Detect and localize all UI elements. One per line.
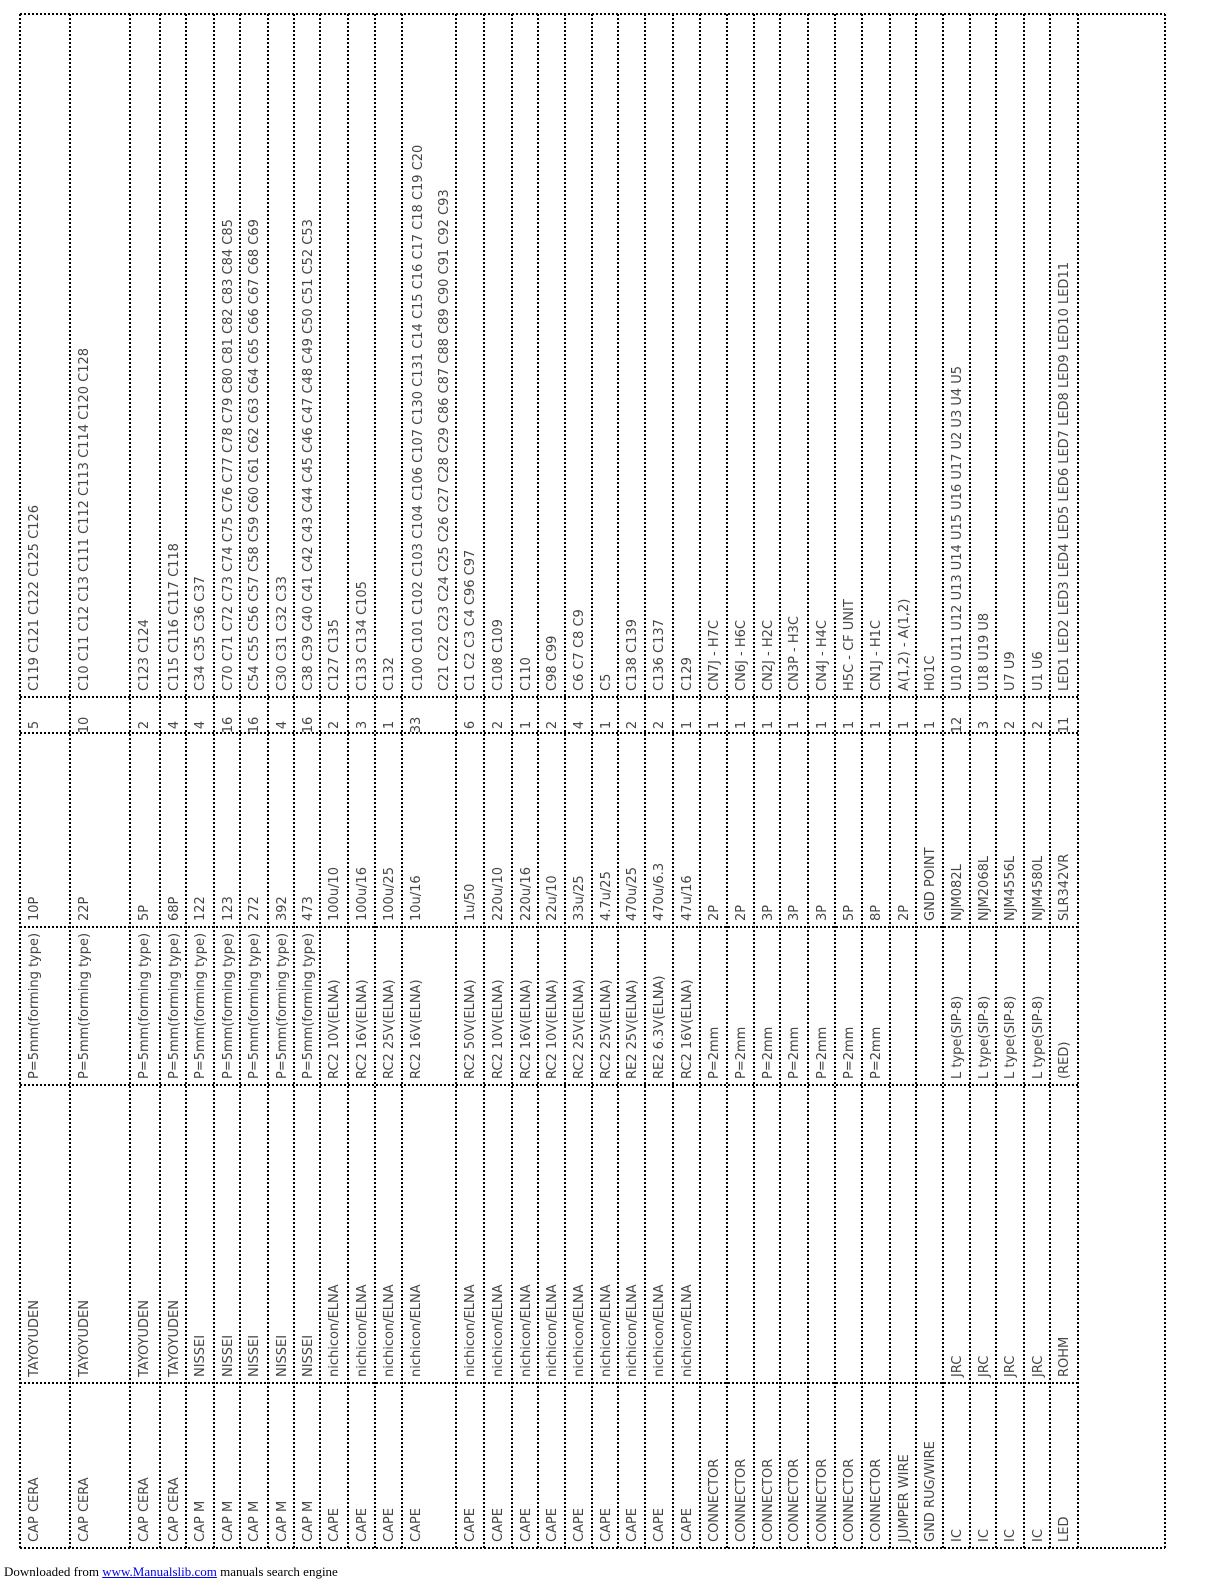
table-row bbox=[327, 619, 342, 1542]
cell-maker: nichicon/ELNA bbox=[355, 1284, 370, 1377]
table-row bbox=[652, 619, 667, 1542]
cell-spec: P=5mm(forming type) bbox=[275, 932, 290, 1079]
cell-maker: nichicon/ELNA bbox=[625, 1284, 640, 1377]
table-row bbox=[842, 599, 857, 1542]
cell-value: 33u/25 bbox=[572, 875, 587, 921]
table-row bbox=[355, 581, 370, 1542]
cell-part: CONNECTOR bbox=[761, 1458, 776, 1542]
cell-maker: nichicon/ELNA bbox=[463, 1284, 478, 1377]
table-row bbox=[761, 620, 776, 1542]
cell-refs: C38 C39 C40 C41 C42 C43 C44 C45 C46 C47 C48 C49 C50 C51 C52 C53 bbox=[301, 219, 316, 691]
cell-part: CAPE bbox=[599, 1507, 614, 1542]
cell-qty: 2 bbox=[137, 720, 152, 730]
cell-spec: P=5mm(forming type) bbox=[301, 932, 316, 1079]
cell-qty: 2 bbox=[625, 720, 640, 730]
table-row bbox=[409, 145, 452, 1542]
cell-value: 220u/16 bbox=[519, 867, 534, 921]
cell-part: CAP CERA bbox=[167, 1477, 182, 1542]
cell-part: CAP M bbox=[275, 1500, 290, 1542]
cell-maker: nichicon/ELNA bbox=[680, 1284, 695, 1377]
cell-qty: 3 bbox=[977, 720, 992, 730]
cell-refs: C100 C101 C102 C103 C104 C106 C107 C130 C131 C14 C15 C16 C17 C18 C19 C20 bbox=[411, 144, 426, 691]
table-row bbox=[787, 616, 802, 1542]
cell-spec: RC2 16V(ELNA) bbox=[409, 979, 424, 1079]
cell-value: 100u/16 bbox=[355, 867, 370, 921]
download-footer bbox=[4, 1564, 338, 1580]
cell-maker: TAYOYUDEN bbox=[167, 1300, 182, 1377]
cell-maker: nichicon/ELNA bbox=[545, 1284, 560, 1377]
cell-spec: L type(SIP-8) bbox=[950, 995, 965, 1079]
cell-maker: nichicon/ELNA bbox=[327, 1284, 342, 1377]
cell-refs: C127 C135 bbox=[327, 619, 342, 691]
cell-value: 4.7u/25 bbox=[599, 871, 614, 921]
cell-spec: (RED) bbox=[1057, 1041, 1072, 1079]
cell-refs: C1 C2 C3 C4 C96 C97 bbox=[463, 549, 478, 691]
cell-refs: C115 C116 C117 C118 bbox=[167, 543, 182, 691]
cell-part: LED bbox=[1057, 1516, 1072, 1542]
footer-suffix: manuals search engine bbox=[216, 1564, 338, 1579]
table-row bbox=[167, 543, 182, 1542]
cell-value: SLR342VR bbox=[1057, 853, 1072, 921]
cell-qty: 4 bbox=[572, 720, 587, 730]
cell-maker: NISSEI bbox=[275, 1334, 290, 1377]
cell-part: IC bbox=[977, 1529, 992, 1542]
cell-maker: JRC bbox=[1031, 1355, 1046, 1377]
table-row bbox=[977, 613, 992, 1542]
cell-value: 68P bbox=[167, 896, 182, 921]
cell-qty: 1 bbox=[519, 720, 534, 730]
cell-spec: RC2 25V(ELNA) bbox=[572, 979, 587, 1079]
cell-maker: ROHM bbox=[1057, 1336, 1072, 1377]
cell-value: 5P bbox=[842, 904, 857, 921]
cell-refs: C136 C137 bbox=[652, 619, 667, 691]
table-row bbox=[301, 219, 316, 1542]
cell-value: 272 bbox=[247, 896, 262, 921]
cell-spec: P=5mm(forming type) bbox=[247, 932, 262, 1079]
footer-prefix: Downloaded from bbox=[4, 1564, 103, 1579]
cell-value: 2P bbox=[897, 904, 912, 921]
cell-value: 8P bbox=[869, 904, 884, 921]
cell-value: 220u/10 bbox=[491, 867, 506, 921]
cell-spec: L type(SIP-8) bbox=[977, 995, 992, 1079]
cell-part: CAP CERA bbox=[77, 1477, 92, 1542]
cell-maker: JRC bbox=[950, 1355, 965, 1377]
cell-value: 100u/25 bbox=[382, 867, 397, 921]
cell-maker: TAYOYUDEN bbox=[137, 1300, 152, 1377]
cell-refs: A(1,2) - A(1,2) bbox=[897, 598, 912, 691]
cell-spec: RC2 10V(ELNA) bbox=[491, 979, 506, 1079]
cell-spec: P=5mm(forming type) bbox=[193, 932, 208, 1079]
cell-refs: C54 C55 C56 C57 C58 C59 C60 C61 C62 C63 C64 C65 C66 C67 C68 C69 bbox=[247, 219, 262, 691]
table-row bbox=[815, 620, 830, 1542]
cell-refs: CN1J - H1C bbox=[869, 620, 884, 691]
cell-part: CAP CERA bbox=[27, 1477, 42, 1542]
cell-qty: 3 bbox=[355, 720, 370, 730]
cell-refs: C108 C109 bbox=[491, 619, 506, 691]
cell-value: 10P bbox=[27, 896, 42, 921]
table-row bbox=[923, 656, 938, 1542]
cell-qty: 2 bbox=[1031, 720, 1046, 730]
cell-maker: NISSEI bbox=[193, 1334, 208, 1377]
cell-refs: U1 U6 bbox=[1031, 651, 1046, 691]
cell-spec: RC2 50V(ELNA) bbox=[463, 979, 478, 1079]
cell-value: 123 bbox=[221, 896, 236, 921]
cell-part: CAP M bbox=[247, 1500, 262, 1542]
cell-refs: C98 C99 bbox=[545, 635, 560, 691]
cell-spec: P=2mm bbox=[734, 1026, 749, 1079]
cell-qty: 2 bbox=[327, 720, 342, 730]
cell-maker: nichicon/ELNA bbox=[382, 1284, 397, 1377]
cell-value: 22u/10 bbox=[545, 875, 560, 921]
cell-part: CAP M bbox=[301, 1500, 316, 1542]
cell-part: IC bbox=[950, 1529, 965, 1542]
cell-refs: U18 U19 U8 bbox=[977, 612, 992, 691]
table-row bbox=[1003, 651, 1018, 1542]
table-row bbox=[519, 657, 534, 1542]
cell-qty: 33 bbox=[409, 716, 424, 734]
cell-value: NJM082L bbox=[950, 864, 965, 921]
cell-part: CONNECTOR bbox=[734, 1458, 749, 1542]
cell-refs: CN6J - H6C bbox=[734, 620, 749, 691]
manualslib-link[interactable]: www.Manualslib.com bbox=[102, 1564, 217, 1579]
cell-part: IC bbox=[1003, 1529, 1018, 1542]
cell-spec: RC2 16V(ELNA) bbox=[519, 979, 534, 1079]
cell-maker: nichicon/ELNA bbox=[572, 1284, 587, 1377]
cell-refs: CN3P - H3C bbox=[787, 616, 802, 691]
cell-value: NJM2068L bbox=[977, 855, 992, 921]
cell-value: GND POINT bbox=[923, 847, 938, 921]
cell-part: CAPE bbox=[409, 1507, 424, 1542]
cell-part: CAPE bbox=[491, 1507, 506, 1542]
cell-qty: 1 bbox=[734, 720, 749, 730]
cell-part: CAP CERA bbox=[137, 1477, 152, 1542]
cell-refs: C138 C139 bbox=[625, 619, 640, 691]
cell-value: 470u/25 bbox=[625, 867, 640, 921]
cell-refs: C110 bbox=[519, 657, 534, 691]
cell-qty: 6 bbox=[463, 720, 478, 730]
cell-part: CONNECTOR bbox=[707, 1458, 722, 1542]
cell-refs: U7 U9 bbox=[1003, 651, 1018, 691]
cell-part: CAPE bbox=[625, 1507, 640, 1542]
cell-maker: TAYOYUDEN bbox=[27, 1300, 42, 1377]
cell-refs: C5 bbox=[599, 673, 614, 691]
table-row bbox=[77, 348, 92, 1542]
table-row bbox=[545, 636, 560, 1542]
cell-part: CAPE bbox=[327, 1507, 342, 1542]
cell-value: 3P bbox=[761, 904, 776, 921]
table-row bbox=[463, 550, 478, 1542]
cell-maker: JRC bbox=[977, 1355, 992, 1377]
cell-value: 100u/10 bbox=[327, 867, 342, 921]
cell-spec: RC2 10V(ELNA) bbox=[545, 979, 560, 1079]
cell-spec: RC2 25V(ELNA) bbox=[599, 979, 614, 1079]
cell-maker: nichicon/ELNA bbox=[652, 1284, 667, 1377]
cell-maker: NISSEI bbox=[247, 1334, 262, 1377]
cell-qty: 2 bbox=[1003, 720, 1018, 730]
table-row bbox=[275, 576, 290, 1542]
cell-value: NJM4556L bbox=[1003, 855, 1018, 921]
cell-part: CAPE bbox=[463, 1507, 478, 1542]
cell-qty: 1 bbox=[761, 720, 776, 730]
cell-part: CAP M bbox=[193, 1500, 208, 1542]
table-row bbox=[680, 657, 695, 1542]
cell-qty: 11 bbox=[1057, 716, 1072, 734]
table-row bbox=[869, 620, 884, 1542]
cell-value: 10u/16 bbox=[409, 875, 424, 921]
cell-maker: JRC bbox=[1003, 1355, 1018, 1377]
cell-part: CAPE bbox=[545, 1507, 560, 1542]
table-row bbox=[599, 674, 614, 1542]
cell-spec: P=2mm bbox=[707, 1026, 722, 1079]
cell-qty: 1 bbox=[923, 720, 938, 730]
cell-qty: 1 bbox=[599, 720, 614, 730]
cell-value: 2P bbox=[707, 904, 722, 921]
table-row bbox=[382, 657, 397, 1542]
cell-value: 5P bbox=[137, 904, 152, 921]
cell-maker: nichicon/ELNA bbox=[491, 1284, 506, 1377]
cell-refs: LED1 LED2 LED3 LED4 LED5 LED6 LED7 LED8 LED9 LED10 LED11 bbox=[1057, 262, 1072, 691]
cell-qty: 4 bbox=[193, 720, 208, 730]
table-row bbox=[1057, 262, 1072, 1542]
cell-value: 122 bbox=[193, 896, 208, 921]
cell-qty: 10 bbox=[77, 716, 92, 734]
cell-part: CONNECTOR bbox=[787, 1458, 802, 1542]
cell-part: CAP M bbox=[221, 1500, 236, 1542]
cell-spec: P=5mm(forming type) bbox=[77, 932, 92, 1079]
table-row bbox=[491, 619, 506, 1542]
cell-refs: C34 C35 C36 C37 bbox=[193, 576, 208, 691]
cell-qty: 2 bbox=[652, 720, 667, 730]
table-row bbox=[1031, 651, 1046, 1542]
cell-qty: 1 bbox=[869, 720, 884, 730]
cell-refs: C119 C121 C122 C125 C126 bbox=[27, 505, 42, 691]
cell-refs: CN4J - H4C bbox=[815, 620, 830, 691]
cell-qty: 1 bbox=[897, 720, 912, 730]
cell-qty: 1 bbox=[680, 720, 695, 730]
cell-value: 3P bbox=[815, 904, 830, 921]
cell-qty: 1 bbox=[707, 720, 722, 730]
cell-part: CAPE bbox=[382, 1507, 397, 1542]
table-row bbox=[221, 219, 236, 1542]
table-row bbox=[897, 599, 912, 1543]
cell-spec: P=5mm(forming type) bbox=[167, 932, 182, 1079]
cell-spec: L type(SIP-8) bbox=[1031, 995, 1046, 1079]
cell-spec: RC2 16V(ELNA) bbox=[355, 979, 370, 1079]
cell-spec: RC2 10V(ELNA) bbox=[327, 979, 342, 1079]
cell-qty: 2 bbox=[491, 720, 506, 730]
cell-spec: L type(SIP-8) bbox=[1003, 995, 1018, 1079]
cell-part: CAPE bbox=[572, 1507, 587, 1542]
table-row bbox=[707, 620, 722, 1542]
cell-refs: C6 C7 C8 C9 bbox=[572, 609, 587, 691]
cell-spec: P=5mm(forming type) bbox=[137, 932, 152, 1079]
cell-qty: 1 bbox=[842, 720, 857, 730]
cell-refs: C123 C124 bbox=[137, 619, 152, 691]
cell-spec: RE2 6.3V(ELNA) bbox=[652, 975, 667, 1079]
cell-spec: P=2mm bbox=[842, 1026, 857, 1079]
cell-qty: 16 bbox=[247, 716, 262, 734]
cell-part: CONNECTOR bbox=[842, 1458, 857, 1542]
cell-refs: C70 C71 C72 C73 C74 C75 C76 C77 C78 C79 C80 C81 C82 C83 C84 C85 bbox=[221, 219, 236, 691]
cell-qty: 1 bbox=[815, 720, 830, 730]
cell-qty: 2 bbox=[545, 720, 560, 730]
cell-refs: H01C bbox=[923, 655, 938, 691]
table-row bbox=[625, 619, 640, 1542]
cell-qty: 16 bbox=[301, 716, 316, 734]
cell-refs: U10 U11 U12 U13 U14 U15 U16 U17 U2 U3 U4 U5 bbox=[950, 365, 965, 691]
cell-refs: C129 bbox=[680, 657, 695, 691]
cell-spec: P=5mm(forming type) bbox=[27, 932, 42, 1079]
cell-maker: nichicon/ELNA bbox=[599, 1284, 614, 1377]
cell-part: CAPE bbox=[519, 1507, 534, 1542]
cell-part: CAPE bbox=[355, 1507, 370, 1542]
cell-refs: CN2J - H2C bbox=[761, 620, 776, 691]
table-row bbox=[137, 619, 152, 1542]
cell-maker: nichicon/ELNA bbox=[519, 1284, 534, 1377]
cell-value: NJM4580L bbox=[1031, 855, 1046, 921]
cell-qty: 4 bbox=[275, 720, 290, 730]
cell-maker: nichicon/ELNA bbox=[409, 1284, 424, 1377]
cell-value: 2P bbox=[734, 904, 749, 921]
cell-value: 392 bbox=[275, 896, 290, 921]
cell-value: 22P bbox=[77, 896, 92, 921]
cell-spec: P=5mm(forming type) bbox=[221, 932, 236, 1079]
table-row bbox=[193, 576, 208, 1542]
cell-spec: P=2mm bbox=[787, 1026, 802, 1079]
cell-value: 3P bbox=[787, 904, 802, 921]
cell-refs: H5C - CF UNIT bbox=[842, 599, 857, 691]
cell-part: CAPE bbox=[652, 1507, 667, 1542]
cell-value: 473 bbox=[301, 896, 316, 921]
cell-qty: 12 bbox=[950, 716, 965, 734]
cell-part: GND RUG/WIRE bbox=[923, 1441, 938, 1542]
cell-maker: NISSEI bbox=[301, 1334, 316, 1377]
cell-qty: 1 bbox=[787, 720, 802, 730]
cell-refs: C133 C134 C105 bbox=[355, 581, 370, 691]
cell-maker: TAYOYUDEN bbox=[77, 1300, 92, 1377]
cell-value: 47u/16 bbox=[680, 875, 695, 921]
cell-value: 470u/6.3 bbox=[652, 862, 667, 921]
cell-spec: RC2 25V(ELNA) bbox=[382, 979, 397, 1079]
cell-refs: C132 bbox=[382, 657, 397, 691]
cell-qty: 16 bbox=[221, 716, 236, 734]
table-row bbox=[734, 620, 749, 1542]
cell-part: CAPE bbox=[680, 1507, 695, 1542]
cell-qty: 5 bbox=[27, 720, 42, 730]
cell-refs: C30 C31 C32 C33 bbox=[275, 576, 290, 691]
cell-part: JUMPER WIRE bbox=[897, 1454, 912, 1542]
cell-value: 1u/50 bbox=[463, 883, 478, 921]
cell-qty: 1 bbox=[382, 720, 397, 730]
cell-refs-line2: C21 C22 C23 C24 C25 C26 C27 C28 C29 C86 C87 C88 C89 C90 C91 C92 C93 bbox=[437, 189, 452, 691]
cell-spec: P=2mm bbox=[815, 1026, 830, 1079]
table-grid bbox=[20, 14, 1165, 1548]
cell-spec: P=2mm bbox=[761, 1026, 776, 1079]
cell-part: CONNECTOR bbox=[815, 1458, 830, 1542]
cell-part: CONNECTOR bbox=[869, 1458, 884, 1542]
table-row bbox=[572, 609, 587, 1542]
cell-spec: RC2 16V(ELNA) bbox=[680, 979, 695, 1079]
cell-part: IC bbox=[1031, 1529, 1046, 1542]
cell-refs: CN7J - H7C bbox=[707, 620, 722, 691]
cell-qty: 4 bbox=[167, 720, 182, 730]
cell-spec: RE2 25V(ELNA) bbox=[625, 979, 640, 1079]
cell-spec: P=2mm bbox=[869, 1026, 884, 1079]
table-row bbox=[950, 366, 965, 1542]
cell-refs: C10 C11 C12 C13 C111 C112 C113 C114 C120 C128 bbox=[77, 347, 92, 691]
table-row bbox=[27, 505, 42, 1542]
cell-maker: NISSEI bbox=[221, 1334, 236, 1377]
table-row bbox=[247, 219, 262, 1542]
